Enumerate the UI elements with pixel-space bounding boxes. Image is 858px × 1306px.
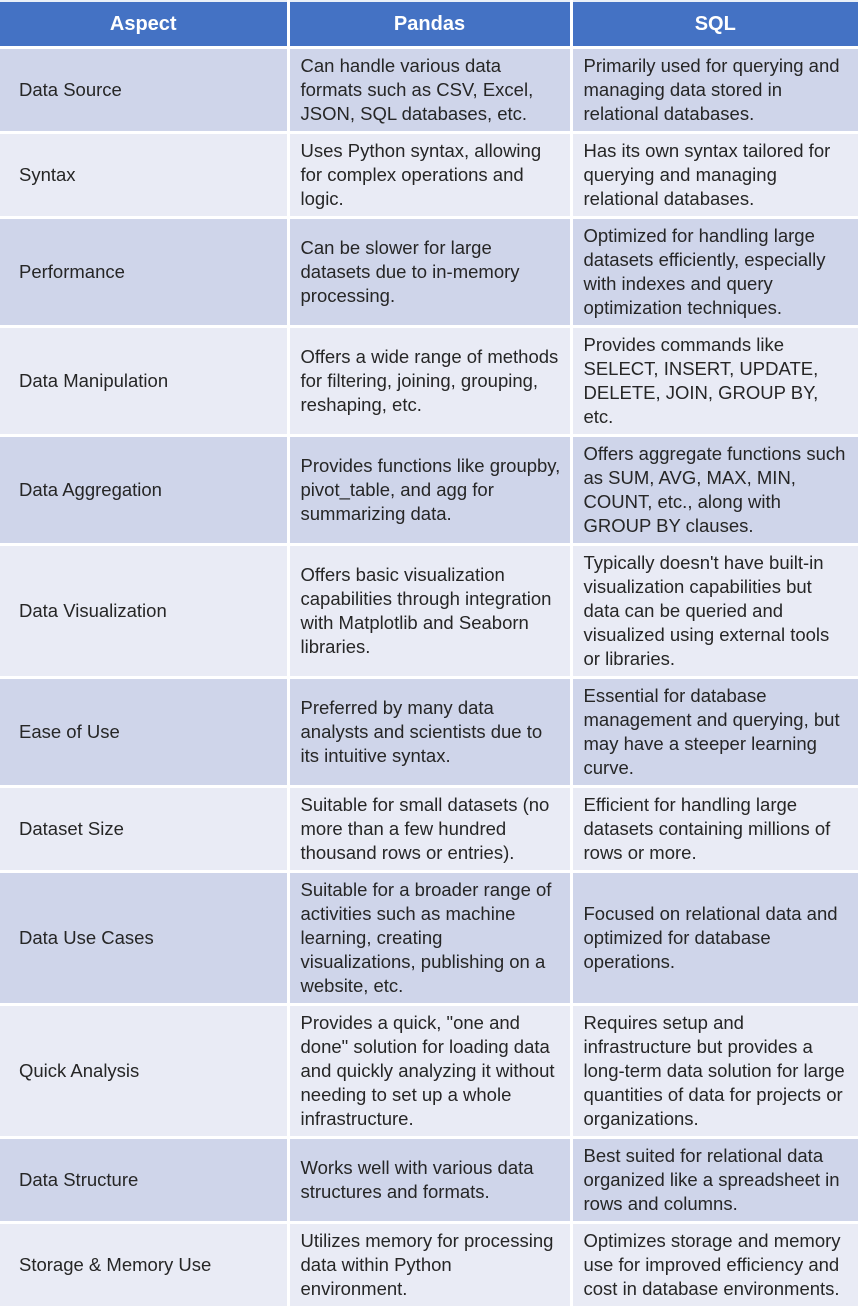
table-row — [0, 327, 858, 436]
aspect-cell: Data Manipulation — [0, 327, 288, 436]
aspect-cell: Data Structure — [0, 1138, 288, 1223]
pandas-cell: Offers basic visualization capabilities through integration with Matplotlib and Seaborn libraries. — [288, 545, 571, 678]
pandas-cell: Provides functions like groupby, pivot_table, and agg for summarizing data. — [288, 436, 571, 545]
pandas-cell: Uses Python syntax, allowing for complex operations and logic. — [288, 133, 571, 218]
sql-cell: Focused on relational data and optimized for database operations. — [571, 872, 858, 1005]
table-row — [0, 1138, 858, 1223]
sql-cell: Offers aggregate functions such as SUM, AVG, MAX, MIN, COUNT, etc., along with GROUP BY clauses. — [571, 436, 858, 545]
column-header-aspect: Aspect — [0, 1, 288, 48]
pandas-cell: Can handle various data formats such as CSV, Excel, JSON, SQL databases, etc. — [288, 48, 571, 133]
pandas-cell: Can be slower for large datasets due to in-memory processing. — [288, 218, 571, 327]
column-header-pandas: Pandas — [288, 1, 571, 48]
sql-cell: Typically doesn't have built-in visualization capabilities but data can be queried and visualized using external tools or libraries. — [571, 545, 858, 678]
header-row — [0, 1, 858, 48]
sql-cell: Optimizes storage and memory use for improved efficiency and cost in database environments. — [571, 1223, 858, 1306]
table-row — [0, 787, 858, 872]
pandas-cell: Preferred by many data analysts and scientists due to its intuitive syntax. — [288, 678, 571, 787]
pandas-cell: Offers a wide range of methods for filtering, joining, grouping, reshaping, etc. — [288, 327, 571, 436]
aspect-cell: Data Source — [0, 48, 288, 133]
table-row — [0, 218, 858, 327]
aspect-cell: Storage & Memory Use — [0, 1223, 288, 1306]
aspect-cell: Performance — [0, 218, 288, 327]
column-header-sql: SQL — [571, 1, 858, 48]
sql-cell: Primarily used for querying and managing data stored in relational databases. — [571, 48, 858, 133]
pandas-cell: Utilizes memory for processing data within Python environment. — [288, 1223, 571, 1306]
table-row — [0, 545, 858, 678]
sql-cell: Provides commands like SELECT, INSERT, UPDATE, DELETE, JOIN, GROUP BY, etc. — [571, 327, 858, 436]
pandas-cell: Suitable for a broader range of activities such as machine learning, creating visualizations, publishing on a website, etc. — [288, 872, 571, 1005]
sql-cell: Efficient for handling large datasets containing millions of rows or more. — [571, 787, 858, 872]
pandas-cell: Provides a quick, "one and done" solution for loading data and quickly analyzing it without needing to set up a whole infrastructure. — [288, 1005, 571, 1138]
pandas-cell: Works well with various data structures and formats. — [288, 1138, 571, 1223]
aspect-cell: Data Aggregation — [0, 436, 288, 545]
sql-cell: Optimized for handling large datasets efficiently, especially with indexes and query optimization techniques. — [571, 218, 858, 327]
table-row — [0, 1223, 858, 1306]
aspect-cell: Ease of Use — [0, 678, 288, 787]
table-row — [0, 48, 858, 133]
table-row — [0, 872, 858, 1005]
sql-cell: Essential for database management and querying, but may have a steeper learning curve. — [571, 678, 858, 787]
table-header — [0, 1, 858, 48]
sql-cell: Has its own syntax tailored for querying and managing relational databases. — [571, 133, 858, 218]
aspect-cell: Dataset Size — [0, 787, 288, 872]
table-row — [0, 1005, 858, 1138]
table-body — [0, 48, 858, 1306]
aspect-cell: Syntax — [0, 133, 288, 218]
sql-cell: Requires setup and infrastructure but provides a long-term data solution for large quantities of data for projects or organizations. — [571, 1005, 858, 1138]
table-row — [0, 678, 858, 787]
table-row — [0, 133, 858, 218]
aspect-cell: Data Use Cases — [0, 872, 288, 1005]
aspect-cell: Data Visualization — [0, 545, 288, 678]
sql-cell: Best suited for relational data organized like a spreadsheet in rows and columns. — [571, 1138, 858, 1223]
table-row — [0, 436, 858, 545]
pandas-cell: Suitable for small datasets (no more than a few hundred thousand rows or entries). — [288, 787, 571, 872]
aspect-cell: Quick Analysis — [0, 1005, 288, 1138]
